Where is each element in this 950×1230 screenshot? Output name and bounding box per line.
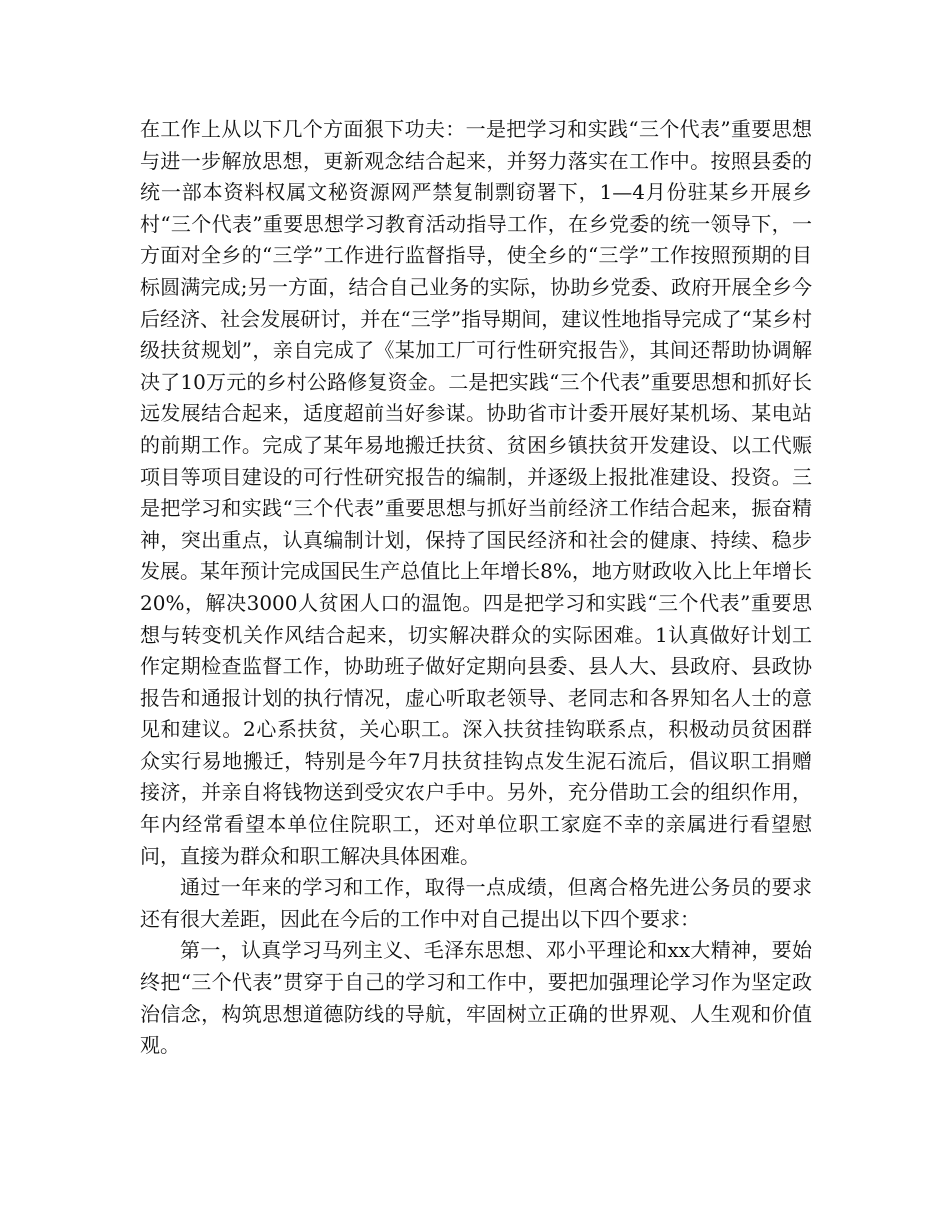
- document-body: [140, 114, 812, 1062]
- paragraph-work-summary: 在工作上从以下几个方面狠下功夫：一是把学习和实践“三个代表”重要思想与进一步解放思想，更新观念结合起来，并努力落实在工作中。按照县委的统一部本资料权属文秘资源网严禁复制剽窃署下，1—4月份驻某乡开展乡村“三个代表”重要思想学习教育活动指导工作，在乡党委的统一领导下，一方面对全乡的“三学”工作进行监督指导，使全乡的“三学”工作按照预期的目标圆满完成;另一方面，结合自己业务的实际，协助乡党委、政府开展全乡今后经济、社会发展研讨，并在“三学”指导期间，建议性地指导完成了“某乡村级扶贫规划”，亲自完成了《某加工厂可行性研究报告》，其间还帮助协调解决了10万元的乡村公路修复资金。二是把实践“三个代表”重要思想和抓好长远发展结合起来，适度超前当好参谋。协助省市计委开展好某机场、某电站的前期工作。完成了某年易地搬迁扶贫、贫困乡镇扶贫开发建设、以工代赈项目等项目建设的可行性研究报告的编制，并逐级上报批准建设、投资。三是把学习和实践“三个代表”重要思想与抓好当前经济工作结合起来，振奋精神，突出重点，认真编制计划，保持了国民经济和社会的健康、持续、稳步发展。某年预计完成国民生产总值比上年增长8%，地方财政收入比上年增长20%，解决3000人贫困人口的温饱。四是把学习和实践“三个代表”重要思想与转变机关作风结合起来，切实解决群众的实际困难。1认真做好计划工作定期检查监督工作，协助班子做好定期向县委、县人大、县政府、县政协报告和通报计划的执行情况，虚心听取老领导、老同志和各界知名人士的意见和建议。2心系扶贫，关心职工。深入扶贫挂钩联系点，积极动员贫困群众实行易地搬迁，特别是今年7月扶贫挂钩点发生泥石流后，倡议职工捐赠接济，并亲自将钱物送到受灾农户手中。另外，充分借助工会的组织作用，年内经常看望本单位住院职工，还对单位职工家庭不幸的亲属进行看望慰问，直接为群众和职工解决具体困难。: [140, 117, 812, 868]
- paragraph-requirement-first: 第一，认真学习马列主义、毛泽东思想、邓小平理论和xx大精神，要始终把“三个代表”贯穿于自己的学习和工作中，要把加强理论学习作为坚定政治信念，构筑思想道德防线的导航，牢固树立正确的世界观、人生观和价值观。: [140, 938, 812, 1058]
- paragraph-achievements-gap: 通过一年来的学习和工作，取得一点成绩，但离合格先进公务员的要求还有很大差距，因此在今后的工作中对自己提出以下四个要求：: [140, 875, 812, 931]
